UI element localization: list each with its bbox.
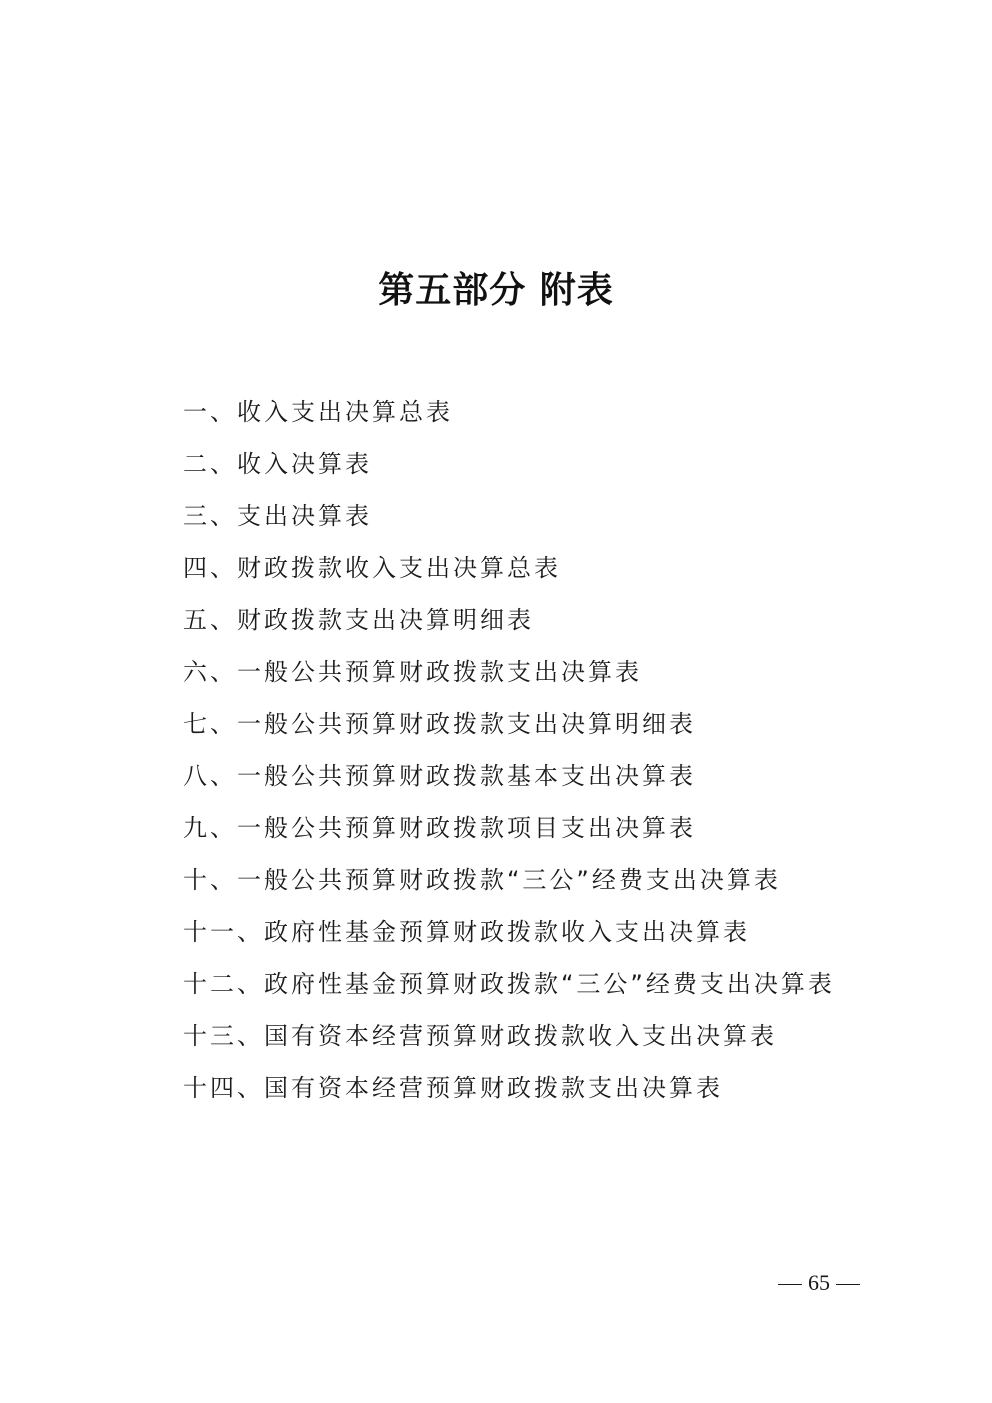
list-item: 九、一般公共预算财政拨款项目支出决算表 [183,814,696,842]
list-item: 四、财政拨款收入支出决算总表 [183,554,561,582]
list-item: 十三、国有资本经营预算财政拨款收入支出决算表 [183,1022,777,1050]
list-item: 七、一般公共预算财政拨款支出决算明细表 [183,710,696,738]
page-number-footer [772,1268,866,1298]
list-item: 三、支出决算表 [183,502,372,530]
list-item: 十、一般公共预算财政拨款“三公”经费支出决算表 [183,866,781,894]
page-title: 第五部分 附表 [378,269,614,311]
left-dash [778,1284,802,1285]
list-item: 六、一般公共预算财政拨款支出决算表 [183,658,642,686]
right-dash [836,1284,860,1285]
list-item: 十一、政府性基金预算财政拨款收入支出决算表 [183,918,750,946]
list-item: 十四、国有资本经营预算财政拨款支出决算表 [183,1074,723,1102]
appendix-table-list [183,386,835,1114]
page-number: 65 [808,1270,830,1295]
list-item: 一、收入支出决算总表 [183,398,453,426]
list-item: 二、收入决算表 [183,450,372,478]
list-item: 八、一般公共预算财政拨款基本支出决算表 [183,762,696,790]
list-item: 五、财政拨款支出决算明细表 [183,606,534,634]
list-item: 十二、政府性基金预算财政拨款“三公”经费支出决算表 [183,970,835,998]
